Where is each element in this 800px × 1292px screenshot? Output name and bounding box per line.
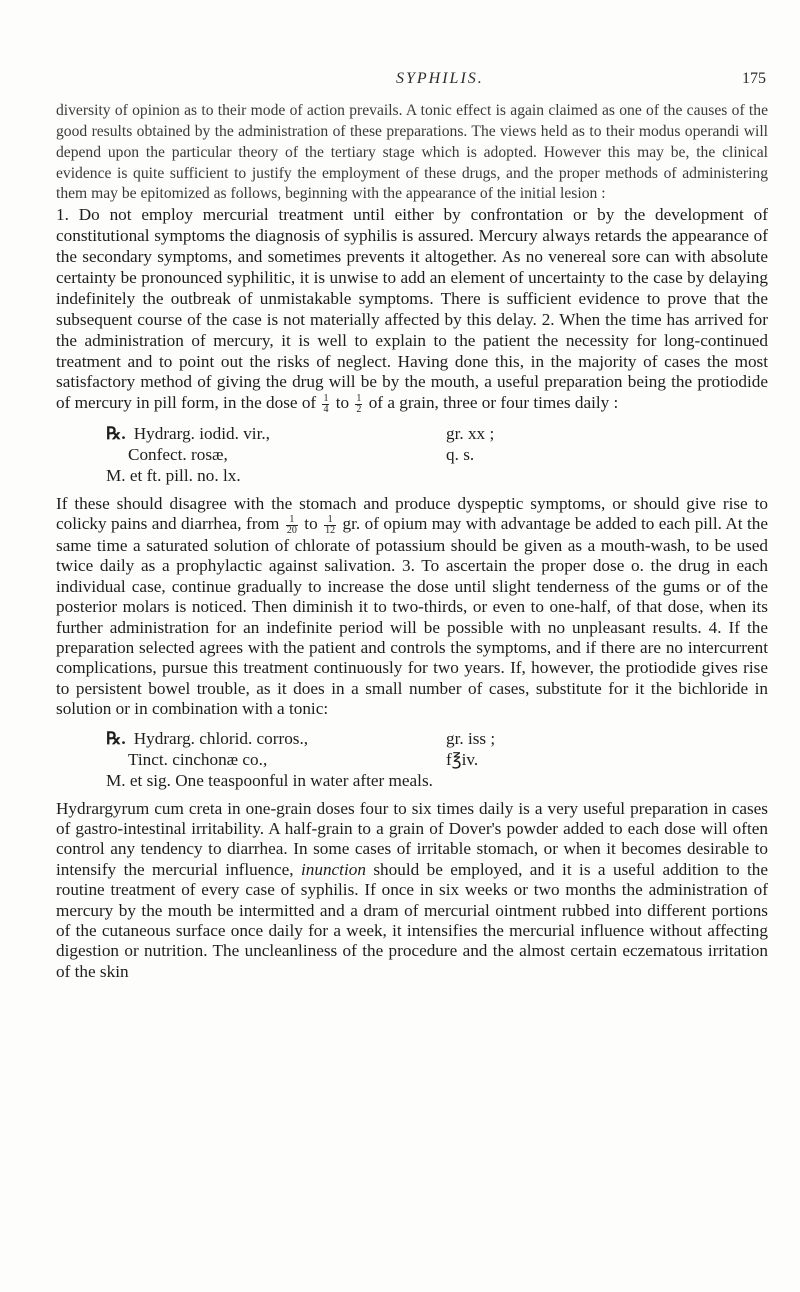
prescription-2: [106, 728, 768, 791]
fraction-one-half: $\frac{1}{2}$: [356, 392, 362, 415]
page-header: [0, 70, 800, 90]
prescription-quantity: f℥iv.: [446, 749, 479, 769]
prescription-quantity: gr. iss ;: [446, 728, 496, 748]
paragraph-4: [56, 799, 768, 983]
prescription-2-line-1: [106, 728, 768, 749]
recipe-symbol: ℞.: [106, 423, 126, 443]
paragraph-2-to: to: [335, 393, 350, 413]
prescription-2-directions: M. et sig. One teaspoonful in water after meals.: [106, 770, 433, 790]
paragraph-1: diversity of opinion as to their mode of action prevails. A tonic effect is again claimed as one of the causes of the good results obtained by the administration of these preparations. The views held as to their modus operandi will depend upon the particular theory of the tertiary stage which is adopted. However this may be, the clinical evidence is quite sufficient to justify the employment of these drugs, and the proper methods of administering them may be epitomized as follows, beginning with the appearance of the initial lesion :: [56, 102, 768, 203]
prescription-1-directions: M. et ft. pill. no. lx.: [106, 465, 241, 485]
prescription-ingredient: Confect. rosæ,: [128, 444, 228, 464]
prescription-1-line-2: [106, 444, 768, 465]
prescription-1-line-1: [106, 423, 768, 444]
paragraph-2-text-b: of a grain, three or four times daily :: [368, 393, 619, 413]
paragraph-3-text-b: gr. of opium may with advantage be added to each pill. At the same time a saturated solution of chlorate of potassium should be given as a mouth-wash, to be used twice daily as a prophylactic against salivation. 3. To ascertain the proper dose o. the drug in each individual case, continue gradually to increase the dose until slight tenderness of the gums or of the posterior molars is noticed. Then diminish it to two-thirds, or even to one-half, of that dose, when its further administration for an indefinite period will be possible with no unpleasant results. 4. If the preparation selected agrees with the patient and controls the symptoms, and if there are no intercurrent complications, pursue this treatment continuously for two years. If, however, the protiodide gives rise to persistent bowel trouble, as it does in a small number of cases, substitute for it the bichloride in solution or in combination with a tonic:: [56, 514, 769, 719]
prescription-quantity: q. s.: [446, 444, 475, 464]
prescription-ingredient: Tinct. cinchonæ co.,: [128, 749, 268, 769]
paragraph-3-text-a: If these should disagree with the stomach and produce dyspeptic symptoms, or should give rise to colicky pains and diarrhea, from: [56, 493, 768, 534]
fraction-one-quarter: $\frac{1}{4}$: [323, 392, 329, 415]
fraction-one-twentieth: $\frac{1}{20}$: [286, 513, 297, 536]
paragraph-2: [56, 205, 768, 415]
paragraph-2-text-a: 1. Do not employ mercurial treatment until either by confrontation or by the development of constitutional symptoms the diagnosis of syphilis is assured. Mercury always retards the appearance of the secondary symptoms, and sometimes prevents it altogether. As no venereal sore can with absolute certainty be pronounced syphilitic, it is unwise to add an element of uncertainty to the case by delaying indefinitely the outbreak of unmistakable symptoms. There is sufficient evidence to prove that the subsequent course of the case is not materially affected by this delay. 2. When the time has arrived for the administration of mercury, it is well to explain to the patient the necessity for long-continued treatment and to point out the risks of neglect. Having done this, in the majority of cases the most satisfactory method of giving the drug will be by the mouth, a useful preparation being the protiodide of mercury in pill form, in the dose of: [56, 205, 768, 413]
prescription-ingredient: Hydrarg. chlorid. corros.,: [133, 728, 309, 748]
page-number: 175: [742, 70, 766, 87]
prescription-1: [106, 423, 768, 486]
prescription-2-line-2: [106, 749, 768, 770]
paragraph-3: [56, 494, 768, 720]
paragraph-3-to: to: [304, 514, 318, 534]
prescription-quantity: gr. xx ;: [446, 423, 495, 443]
paragraph-4-emphasis: inunction: [300, 859, 366, 879]
recipe-symbol: ℞.: [106, 728, 126, 748]
running-title: SYPHILIS.: [396, 70, 484, 87]
paragraph-4-text-b: should be employed, and it is a useful addition to the routine treatment of every case of syphilis. If once in six weeks or two months the administration of mercury by the mouth be intermitted and a dram of mercurial ointment rubbed into different portions of the cutaneous surface once daily for a week, it intensifies the mercurial influence without affecting digestion or nutrition. The uncleanliness of the procedure and the almost certain eczematous irritation of the skin: [56, 859, 769, 981]
prescription-ingredient: Hydrarg. iodid. vir.,: [133, 423, 270, 443]
fraction-one-twelfth: $\frac{1}{12}$: [325, 513, 336, 536]
paragraph-4-text-a: Hydrargyrum cum creta in one-grain doses four to six times daily is a very useful preparation in cases of gastro-intestinal irritability. A half-grain to a grain of Dover's powder added to each dose will often control any tendency to diarrhea. In some cases of irritable stomach, or when it becomes desirable to intensify the mercurial influence,: [56, 798, 768, 879]
body-text: [56, 101, 768, 982]
